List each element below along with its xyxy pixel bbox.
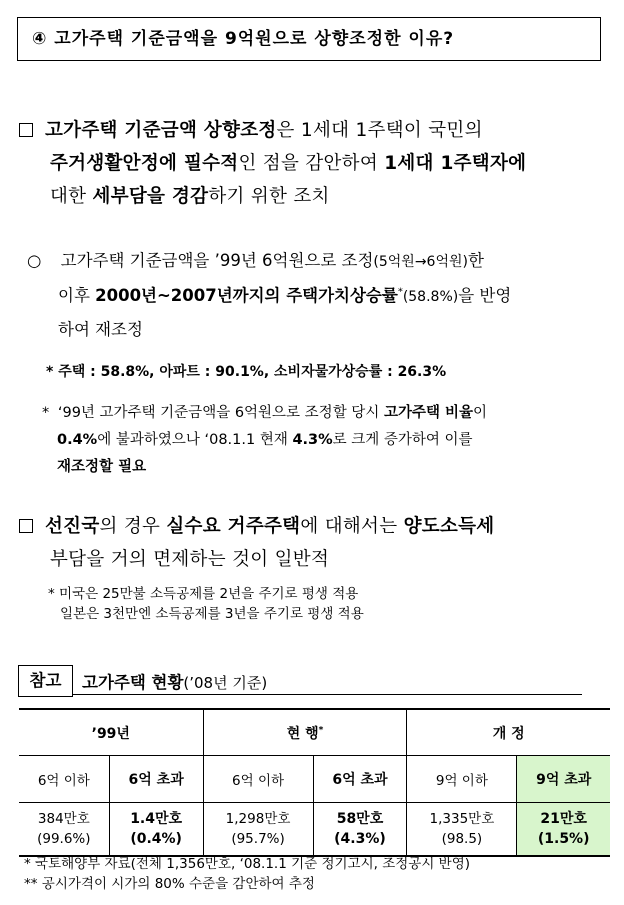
footnote-2: ** 공시가격이 시가의 80% 수준을 감안하여 추정 [24,876,315,892]
circle-bullet-icon: ○ [27,251,42,270]
table-cell-highlight: 9억 초과 [517,756,610,803]
table-cell-highlight: 21만호 (1.5%) [517,803,610,857]
p2-line1: 선진국의 경우 실수요 거주주택에 대해서는 양도소득세 [19,512,494,538]
table-cell: 6억 초과 [313,756,407,803]
p1-sub-line1: ○ 고가주택 기준금액을 ’99년 6억원으로 조정(5억원→6억원)한 [27,251,484,270]
p2-line2: 부담을 거의 면제하는 것이 일반적 [50,549,330,570]
group-header-revised: 개 정 [407,709,610,756]
table-cell: 6억 초과 [109,756,203,803]
square-bullet-icon [19,123,33,137]
note3-line1: * 미국은 25만불 소득공제를 2년을 주기로 평생 적용 [48,586,359,602]
reference-title: 고가주택 현황(’08년 기준) [82,673,268,692]
reference-underline [73,694,582,695]
table-cell: 9억 이하 [407,756,517,803]
group-header-current: 현 행* [203,709,407,756]
footnote-1: * 국토해양부 자료(전체 1,356만호, ‘08.1.1 기준 정기고시, 조정공시 반영) [24,856,471,872]
table-cell: 1,335만호 (98.5) [407,803,517,857]
table-cell: 384만호 (99.6%) [19,803,109,857]
group-header-99: ’99년 [19,709,203,756]
table-cell: 1.4만호 (0.4%) [109,803,203,857]
table-cell: 58만호 (4.3%) [313,803,407,857]
table-subheader-row [19,756,610,803]
table-cell: 1,298만호 (95.7%) [203,803,313,857]
p1-sub-line2: 이후 2000년~2007년까지의 주택가치상승률*(58.8%)을 반영 [58,286,512,305]
table-header-row [19,709,610,756]
note2-line1: * ‘99년 고가주택 기준금액을 6억원으로 조정할 당시 고가주택 비율이 [42,405,488,421]
note-price-rates: * 주택 : 58.8%, 아파트 : 90.1%, 소비자물가상승률 : 26.3% [46,364,447,380]
square-bullet-icon [19,519,33,533]
high-price-housing-table [19,708,610,857]
table-cell: 6억 이하 [19,756,109,803]
note2-line3: 재조정할 필요 [57,459,147,475]
reference-label-box: 참고 [18,665,73,697]
table-cell: 6억 이하 [203,756,313,803]
note3-line2: 일본은 3천만엔 소득공제를 3년을 주기로 평생 적용 [60,606,364,622]
p1-line3: 대한 세부담을 경감하기 위한 조치 [50,186,330,207]
section-title-box [17,17,601,61]
note2-line2: 0.4%에 불과하였으나 ‘08.1.1 현재 4.3%로 크게 증가하여 이를 [57,432,473,448]
p1-sub-line3: 하여 재조정 [58,320,143,339]
section-title: ④ 고가주택 기준금액을 9억원으로 상향조정한 이유? [32,29,455,49]
table-row [19,803,610,857]
p1-line1: 고가주택 기준금액 상향조정은 1세대 1주택이 국민의 [19,116,483,142]
p1-line2: 주거생활안정에 필수적인 점을 감안하여 1세대 1주택자에 [50,153,527,174]
